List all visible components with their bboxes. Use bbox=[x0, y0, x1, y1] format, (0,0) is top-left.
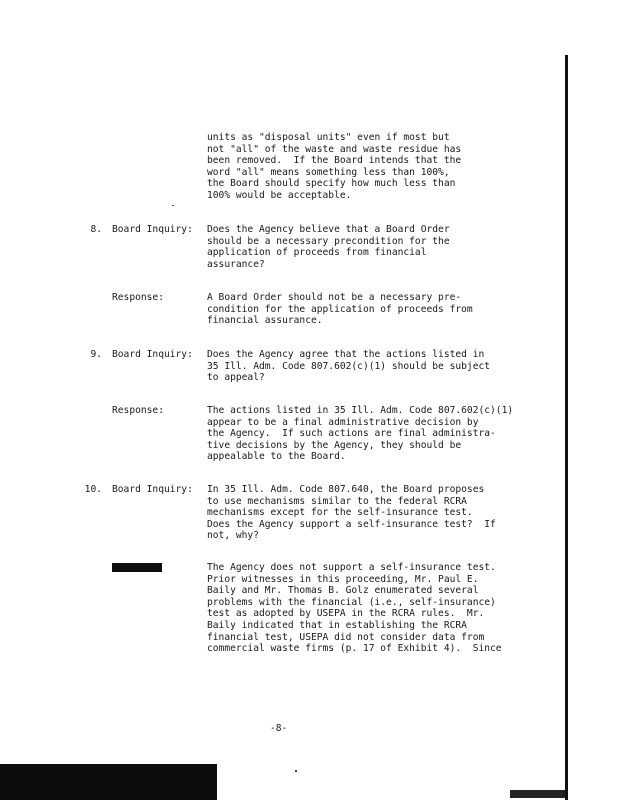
text-line: appealable to the Board. bbox=[207, 451, 346, 463]
text-line: the Agency. If such actions are final administra- bbox=[207, 428, 496, 440]
response-text bbox=[207, 562, 502, 655]
text-line: The actions listed in 35 Ill. Adm. Code 807.602(c)(1) bbox=[207, 405, 514, 416]
response-label: Response: bbox=[112, 405, 164, 416]
right-margin-rule bbox=[565, 55, 568, 800]
text-line: problems with the financial (i.e., self-insurance) bbox=[207, 596, 496, 608]
text-line: Prior witnesses in this proceeding, Mr. Paul E. bbox=[207, 573, 479, 585]
text-line: 100% would be acceptable. bbox=[207, 189, 352, 201]
inquiry-label: Board Inquiry: bbox=[112, 484, 193, 495]
continuation-paragraph bbox=[207, 132, 461, 202]
text-line: The Agency does not support a self-insurance test. bbox=[207, 562, 496, 573]
scan-speck bbox=[295, 770, 297, 772]
response-label: Response: bbox=[112, 292, 164, 303]
text-line: financial assurance. bbox=[207, 315, 323, 327]
inquiry-label: Board Inquiry: bbox=[112, 224, 193, 235]
text-line: not, why? bbox=[207, 530, 259, 542]
text-line: should be a necessary precondition for the bbox=[207, 235, 450, 247]
text-line: word "all" means something less than 100%, bbox=[207, 166, 450, 178]
response-text bbox=[207, 405, 513, 463]
text-line: Does the Agency support a self-insurance test? If bbox=[207, 518, 496, 530]
text-line: condition for the application of proceeds from bbox=[207, 303, 473, 315]
text-line: Baily and Mr. Thomas B. Golz enumerated several bbox=[207, 585, 479, 597]
redaction-bar bbox=[112, 563, 162, 572]
text-line: to appeal? bbox=[207, 372, 265, 384]
item-number: 9. bbox=[90, 349, 102, 360]
text-line: units as "disposal units" even if most but bbox=[207, 132, 450, 143]
text-line: 35 Ill. Adm. Code 807.602(c)(1) should be subject bbox=[207, 360, 491, 372]
item-number: 8. bbox=[90, 224, 102, 235]
inquiry-text bbox=[207, 224, 450, 270]
inquiry-text bbox=[207, 484, 496, 542]
text-line: tive decisions by the Agency, they should be bbox=[207, 439, 462, 451]
text-line: Does the Agency agree that the actions listed in bbox=[207, 349, 485, 360]
text-line: mechanisms except for the self-insurance test. bbox=[207, 507, 473, 519]
text-line: application of proceeds from financial bbox=[207, 247, 427, 259]
text-line: financial test, USEPA did not consider data from bbox=[207, 631, 485, 643]
item-number: 10. bbox=[84, 484, 102, 495]
scan-border-block bbox=[0, 764, 217, 800]
text-line: test as adopted by USEPA in the RCRA rules. Mr. bbox=[207, 608, 485, 620]
text-line: assurance? bbox=[207, 258, 265, 270]
text-line: Does the Agency believe that a Board Order bbox=[207, 224, 450, 235]
page-number: -8- bbox=[270, 723, 288, 734]
inquiry-label: Board Inquiry: bbox=[112, 349, 193, 360]
scan-corner-mark bbox=[510, 790, 565, 798]
text-line: been removed. If the Board intends that the bbox=[207, 155, 462, 167]
text-line: to use mechanisms similar to the federal RCRA bbox=[207, 495, 467, 507]
text-line: A Board Order should not be a necessary pre- bbox=[207, 292, 462, 303]
text-line: not "all" of the waste and waste residue has bbox=[207, 143, 462, 155]
response-text bbox=[207, 292, 473, 327]
text-line: the Board should specify how much less than bbox=[207, 178, 456, 190]
inquiry-text bbox=[207, 349, 490, 384]
text-line: In 35 Ill. Adm. Code 807.640, the Board proposes bbox=[207, 484, 485, 495]
text-line: commercial waste firms (p. 17 of Exhibit 4). Since bbox=[207, 643, 502, 655]
text-line: appear to be a final administrative decision by bbox=[207, 416, 479, 428]
scan-speck bbox=[172, 205, 174, 206]
text-line: Baily indicated that in establishing the RCRA bbox=[207, 619, 467, 631]
